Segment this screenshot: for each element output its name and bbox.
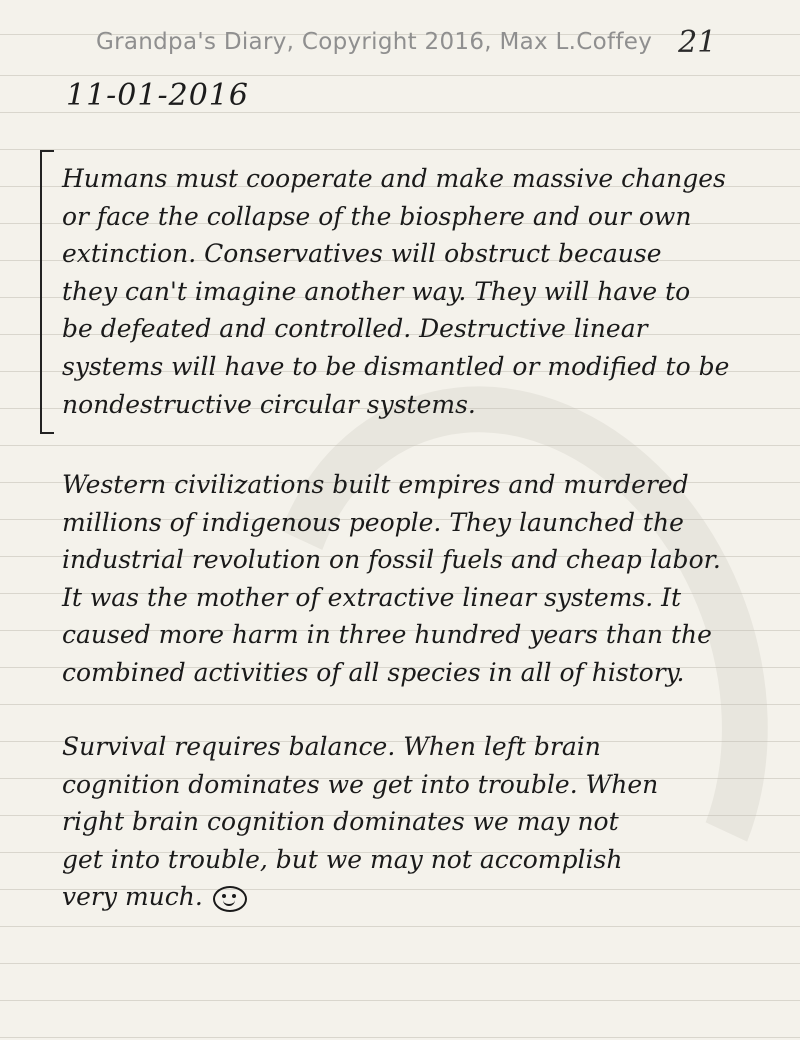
text-line: cognition dominates we get into trouble. When <box>62 769 659 799</box>
text-line: right brain cognition dominates we may not <box>62 807 619 837</box>
text-line: Humans must cooperate and make massive changes <box>62 164 726 193</box>
header-title: Grandpa's Diary, Copyright 2016, Max L.Coffey <box>96 29 653 55</box>
paragraph-3 <box>62 728 764 916</box>
text-line: combined activities of all species in all of history. <box>62 657 685 687</box>
text-line: they can't imagine another way. They will have to <box>62 276 691 306</box>
text-line: caused more harm in three hundred years than the <box>62 620 712 650</box>
entry-date: 11-01-2016 <box>66 78 249 113</box>
text-line: or face the collapse of the biosphere and our own <box>62 201 692 231</box>
text-line: get into trouble, but we may not accomplish <box>62 844 623 874</box>
text-line: Survival requires balance. When left brain <box>62 732 601 761</box>
text-line-content: very much. <box>62 882 203 912</box>
text-line-last <box>62 878 764 916</box>
text-line: nondestructive circular systems. <box>62 389 476 419</box>
paragraph-1 <box>62 160 764 423</box>
text-line: systems will have to be dismantled or modified to be <box>62 351 730 381</box>
smiley-face-icon <box>213 886 247 912</box>
text-line: be defeated and controlled. Destructive linear <box>62 314 648 344</box>
text-line: Western civilizations built empires and murdered <box>62 470 689 499</box>
paragraph-bracket <box>40 150 54 434</box>
page-header <box>96 24 760 60</box>
page-number: 21 <box>678 24 717 60</box>
text-line: industrial revolution on fossil fuels and cheap labor. <box>62 545 721 575</box>
text-line: It was the mother of extractive linear systems. It <box>62 582 682 612</box>
text-line: extinction. Conservatives will obstruct because <box>62 239 662 269</box>
paragraph-2 <box>62 466 764 692</box>
text-line: millions of indigenous people. They launched the <box>62 507 684 537</box>
